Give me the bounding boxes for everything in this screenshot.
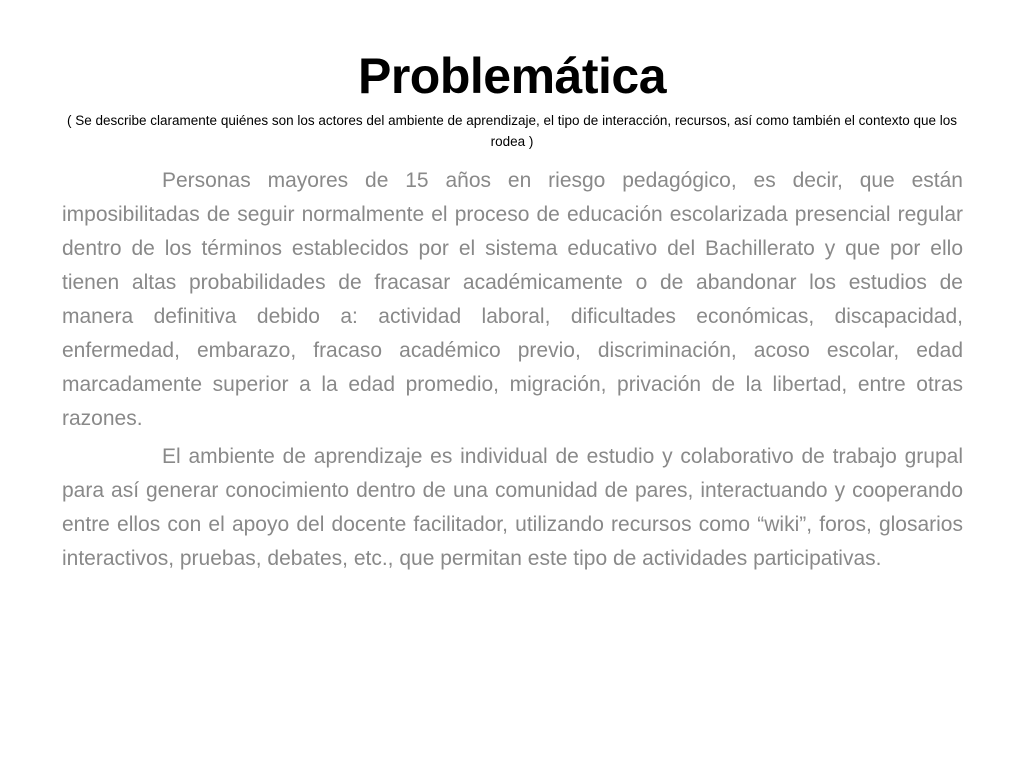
body-paragraph-1: Personas mayores de 15 años en riesgo pedagógico, es decir, que están imposibilitadas de seguir normalmente el proceso de educación escolarizada presencial regular dentro de los términos establecidos por el sistema educativo del Bachillerato y que por ello tienen altas probabilidades de fracasar académicamente o de abandonar los estudios de manera definitiva debido a: actividad laboral, dificultades económicas, discapacidad, enfermedad, embarazo, fracaso académico previo, discriminación, acoso escolar, edad marcadamente superior a la edad promedio, migración, privación de la libertad, entre otras razones. [62, 169, 963, 430]
slide-title: Problemática [357, 48, 666, 104]
slide-body [62, 164, 963, 580]
body-paragraph-2: El ambiente de aprendizaje es individual de estudio y colaborativo de trabajo grupal para así generar conocimiento dentro de una comunidad de pares, interactuando y cooperando entre ellos con el apoyo del docente facilitador, utilizando recursos como “wiki”, foros, glosarios interactivos, pruebas, debates, etc., que permitan este tipo de actividades participativas. [62, 445, 963, 570]
slide-subtitle: ( Se describe claramente quiénes son los actores del ambiente de aprendizaje, el tipo de interacción, recursos, así como también el contexto que los rodea ) [67, 113, 957, 149]
title-block [60, 44, 964, 152]
